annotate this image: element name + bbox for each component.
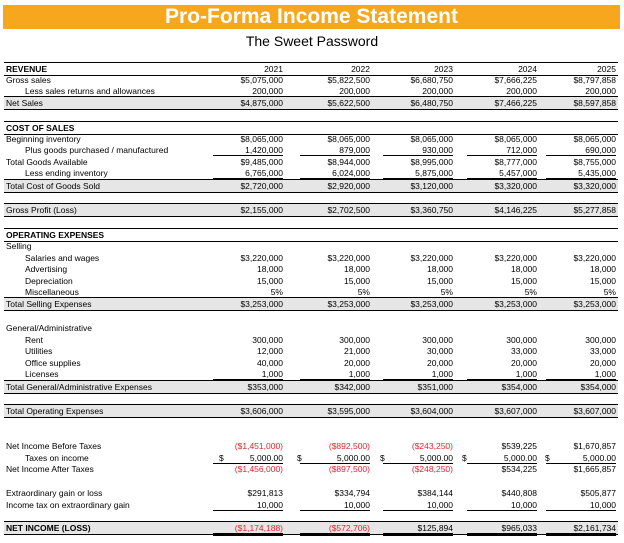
value-cell-2025: $1,670,857 — [573, 441, 616, 451]
value-cell-2023: 30,000 — [427, 346, 453, 356]
value-cell-2025: 5% — [546, 286, 616, 298]
value-cell-2022: $342,000 — [334, 382, 370, 392]
value-cell-2023: $351,000 — [417, 382, 453, 392]
value-cell-2023: $3,120,000 — [410, 181, 453, 191]
row-label: Rent — [25, 335, 43, 345]
value-cell-2022: 5,000.00 — [300, 452, 370, 464]
value-cell-2025: $8,797,858 — [573, 75, 616, 85]
value-cell-2024: 20,000 — [511, 358, 537, 368]
row-label: Miscellaneous — [25, 287, 79, 297]
value-cell-2023: ($248,250) — [411, 464, 453, 474]
value-cell-2024: $3,607,000 — [494, 406, 537, 416]
value-cell-2024: 5,457,000 — [467, 167, 537, 179]
row-total-opex — [4, 404, 618, 418]
row-niat — [4, 463, 618, 475]
value-cell-2021: 200,000 — [213, 85, 283, 97]
value-cell-2022: ($572,706) — [300, 522, 370, 536]
value-cell-2023: 15,000 — [427, 276, 453, 286]
row-extraordinary-tax — [4, 499, 618, 511]
value-cell-2024: $7,666,225 — [494, 75, 537, 85]
value-cell-2021: ($1,174,188) — [213, 522, 283, 536]
value-cell-2022: $2,702,500 — [327, 205, 370, 215]
value-cell-2024: $354,000 — [501, 382, 537, 392]
row-label: REVENUE — [6, 64, 48, 74]
value-cell-2023: $8,065,000 — [410, 134, 453, 144]
value-cell-2022: 21,000 — [344, 346, 370, 356]
value-cell-2024: $3,253,000 — [494, 299, 537, 309]
row-label: Less sales returns and allowances — [25, 86, 155, 96]
value-cell-2023: $3,220,000 — [410, 253, 453, 263]
value-cell-2025: $505,877 — [580, 488, 616, 498]
value-cell-2025: $354,000 — [580, 382, 616, 392]
value-cell-2024: $3,320,000 — [494, 181, 537, 191]
value-cell-2024: 5% — [467, 286, 537, 298]
row-label: Utilities — [25, 346, 53, 356]
value-cell-2022: ($892,500) — [328, 441, 370, 451]
row-net-sales — [4, 96, 618, 110]
value-cell-2021: 300,000 — [252, 335, 283, 345]
row-label: Net Income After Taxes — [6, 464, 94, 474]
value-cell-2025: $3,320,000 — [573, 181, 616, 191]
currency-symbol: $ — [380, 453, 385, 463]
row-label: Total General/Administrative Expenses — [6, 382, 152, 392]
year-header: 2023 — [434, 64, 453, 74]
row-net-income — [4, 521, 618, 535]
row-label: Selling — [6, 241, 32, 251]
value-cell-2024: $8,777,000 — [494, 157, 537, 167]
value-cell-2023: 5% — [383, 286, 453, 298]
currency-symbol: $ — [462, 453, 467, 463]
value-cell-2021: $291,813 — [247, 488, 283, 498]
value-cell-2021: 5% — [213, 286, 283, 298]
value-cell-2021: 5,000.00 — [213, 452, 283, 464]
value-cell-2025: $5,277,858 — [573, 205, 616, 215]
value-cell-2021: $353,000 — [247, 382, 283, 392]
value-cell-2022: $5,622,500 — [327, 98, 370, 108]
value-cell-2022: 6,024,000 — [300, 167, 370, 179]
value-cell-2021: ($1,451,000) — [234, 441, 283, 451]
value-cell-2024: 15,000 — [511, 276, 537, 286]
row-label: Licenses — [25, 369, 59, 379]
value-cell-2022: 200,000 — [300, 85, 370, 97]
value-cell-2021: $3,220,000 — [240, 253, 283, 263]
row-label: Salaries and wages — [25, 253, 100, 263]
value-cell-2024: 1,000 — [467, 368, 537, 380]
value-cell-2025: $8,597,858 — [573, 98, 616, 108]
value-cell-2023: 200,000 — [383, 85, 453, 97]
row-label: Net Income Before Taxes — [6, 441, 102, 451]
value-cell-2023: 5,000.00 — [383, 452, 453, 464]
value-cell-2024: $7,466,225 — [494, 98, 537, 108]
value-cell-2021: ($1,456,000) — [234, 464, 283, 474]
row-nibt — [4, 440, 618, 452]
row-advertising — [4, 263, 618, 275]
row-label: Plus goods purchased / manufactured — [25, 145, 169, 155]
row-gross-profit — [4, 203, 618, 217]
value-cell-2021: $3,606,000 — [240, 406, 283, 416]
value-cell-2022: $2,920,000 — [327, 181, 370, 191]
row-label: Gross sales — [6, 75, 51, 85]
value-cell-2024: $440,808 — [501, 488, 537, 498]
row-label: Beginning inventory — [6, 134, 81, 144]
row-total-ga — [4, 380, 618, 394]
row-total-cogs — [4, 179, 618, 193]
row-label: Gross Profit (Loss) — [6, 205, 77, 215]
value-cell-2022: 10,000 — [300, 499, 370, 511]
value-cell-2023: ($243,250) — [411, 441, 453, 451]
value-cell-2021: 6,765,000 — [213, 167, 283, 179]
value-cell-2024: $965,033 — [467, 522, 537, 536]
year-header: 2021 — [264, 64, 283, 74]
value-cell-2022: $3,253,000 — [327, 299, 370, 309]
value-cell-2025: 5,435,000 — [546, 167, 616, 179]
row-label: Depreciation — [25, 276, 73, 286]
value-cell-2024: $8,065,000 — [494, 134, 537, 144]
row-label: Income tax on extraordinary gain — [6, 500, 130, 510]
value-cell-2023: $3,253,000 — [410, 299, 453, 309]
value-cell-2021: $5,075,000 — [240, 75, 283, 85]
row-label: Total Goods Available — [6, 157, 88, 167]
value-cell-2021: 1,420,000 — [213, 144, 283, 156]
statement-title: Pro-Forma Income Statement — [3, 5, 620, 29]
value-cell-2025: $3,220,000 — [573, 253, 616, 263]
value-cell-2023: 20,000 — [427, 358, 453, 368]
value-cell-2024: 200,000 — [467, 85, 537, 97]
row-total-selling — [4, 297, 618, 311]
value-cell-2025: $2,161,734 — [546, 522, 616, 536]
value-cell-2021: $8,065,000 — [240, 134, 283, 144]
value-cell-2025: 1,000 — [546, 368, 616, 380]
value-cell-2025: 300,000 — [585, 335, 616, 345]
value-cell-2023: 300,000 — [422, 335, 453, 345]
value-cell-2024: $539,225 — [501, 441, 537, 451]
row-label: Advertising — [25, 264, 68, 274]
value-cell-2022: $3,595,000 — [327, 406, 370, 416]
row-label: COST OF SALES — [6, 123, 75, 133]
value-cell-2025: 33,000 — [590, 346, 616, 356]
value-cell-2024: $534,225 — [501, 464, 537, 474]
value-cell-2023: 10,000 — [383, 499, 453, 511]
row-utilities — [4, 345, 618, 357]
row-selling — [4, 240, 618, 252]
value-cell-2021: 1,000 — [213, 368, 283, 380]
currency-symbol: $ — [219, 453, 224, 463]
value-cell-2021: 10,000 — [213, 499, 283, 511]
value-cell-2022: 879,000 — [300, 144, 370, 156]
value-cell-2022: $5,822,500 — [327, 75, 370, 85]
value-cell-2021: 15,000 — [257, 276, 283, 286]
year-header: 2024 — [518, 64, 537, 74]
value-cell-2023: $3,360,750 — [410, 205, 453, 215]
row-label: Total Operating Expenses — [6, 406, 104, 416]
row-ending-inventory — [4, 167, 618, 179]
value-cell-2023: $8,995,000 — [410, 157, 453, 167]
value-cell-2025: 5,000.00 — [546, 452, 616, 464]
year-header: 2022 — [351, 64, 370, 74]
row-licenses — [4, 368, 618, 380]
row-label: Office supplies — [25, 358, 81, 368]
value-cell-2022: $8,065,000 — [327, 134, 370, 144]
value-cell-2021: $2,155,000 — [240, 205, 283, 215]
row-label: Net Sales — [6, 98, 43, 108]
row-label: Taxes on income — [25, 453, 89, 463]
row-label: OPERATING EXPENSES — [6, 230, 105, 240]
row-label: Total Selling Expenses — [6, 299, 92, 309]
value-cell-2023: 5,875,000 — [383, 167, 453, 179]
value-cell-2022: 20,000 — [344, 358, 370, 368]
value-cell-2025: 200,000 — [546, 85, 616, 97]
value-cell-2024: 300,000 — [506, 335, 537, 345]
value-cell-2025: $3,607,000 — [573, 406, 616, 416]
value-cell-2023: 1,000 — [383, 368, 453, 380]
row-label: Extraordinary gain or loss — [6, 488, 103, 498]
value-cell-2022: 15,000 — [344, 276, 370, 286]
row-label: NET INCOME (LOSS) — [6, 523, 91, 533]
value-cell-2021: 40,000 — [257, 358, 283, 368]
value-cell-2023: $384,144 — [417, 488, 453, 498]
value-cell-2025: 10,000 — [546, 499, 616, 511]
row-label: Total Cost of Goods Sold — [6, 181, 101, 191]
value-cell-2025: 20,000 — [590, 358, 616, 368]
value-cell-2023: $125,894 — [383, 522, 453, 536]
value-cell-2024: $4,146,225 — [494, 205, 537, 215]
currency-symbol: $ — [297, 453, 302, 463]
row-general-admin — [4, 322, 618, 334]
value-cell-2022: $334,794 — [334, 488, 370, 498]
value-cell-2024: 18,000 — [511, 264, 537, 274]
value-cell-2025: $3,253,000 — [573, 299, 616, 309]
value-cell-2023: $6,680,750 — [410, 75, 453, 85]
value-cell-2021: $9,485,000 — [240, 157, 283, 167]
company-name: The Sweet Password — [245, 33, 379, 49]
value-cell-2021: $2,720,000 — [240, 181, 283, 191]
value-cell-2022: 5% — [300, 286, 370, 298]
value-cell-2023: 930,000 — [383, 144, 453, 156]
value-cell-2024: 33,000 — [511, 346, 537, 356]
value-cell-2021: 18,000 — [257, 264, 283, 274]
value-cell-2024: 712,000 — [467, 144, 537, 156]
value-cell-2023: $3,604,000 — [410, 406, 453, 416]
value-cell-2022: ($897,500) — [328, 464, 370, 474]
value-cell-2021: $3,253,000 — [240, 299, 283, 309]
value-cell-2024: $3,220,000 — [494, 253, 537, 263]
row-label: Less ending inventory — [25, 168, 108, 178]
value-cell-2025: 15,000 — [590, 276, 616, 286]
value-cell-2025: $8,065,000 — [573, 134, 616, 144]
year-header: 2025 — [597, 64, 616, 74]
value-cell-2021: $4,875,000 — [240, 98, 283, 108]
value-cell-2022: 18,000 — [344, 264, 370, 274]
value-cell-2025: 18,000 — [590, 264, 616, 274]
value-cell-2022: 300,000 — [339, 335, 370, 345]
value-cell-2025: $1,665,857 — [573, 464, 616, 474]
row-label: General/Administrative — [6, 323, 92, 333]
value-cell-2025: 690,000 — [546, 144, 616, 156]
row-extraordinary-gain — [4, 487, 618, 499]
value-cell-2022: 1,000 — [300, 368, 370, 380]
value-cell-2023: 18,000 — [427, 264, 453, 274]
value-cell-2024: 5,000.00 — [467, 452, 537, 464]
value-cell-2021: 12,000 — [257, 346, 283, 356]
value-cell-2024: 10,000 — [467, 499, 537, 511]
currency-symbol: $ — [545, 453, 550, 463]
value-cell-2022: $3,220,000 — [327, 253, 370, 263]
value-cell-2023: $6,480,750 — [410, 98, 453, 108]
row-plus-goods — [4, 144, 618, 156]
value-cell-2025: $8,755,000 — [573, 157, 616, 167]
value-cell-2022: $8,944,000 — [327, 157, 370, 167]
